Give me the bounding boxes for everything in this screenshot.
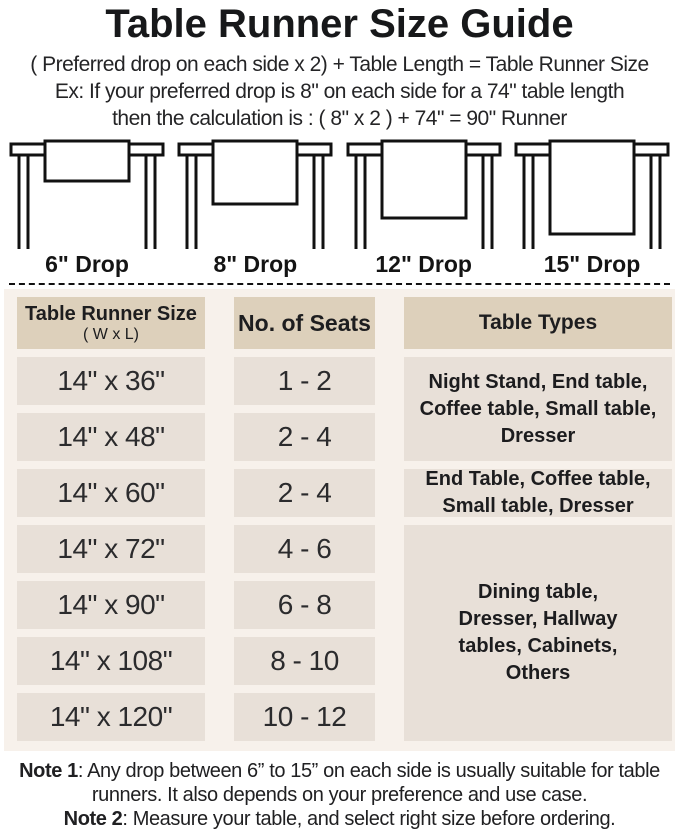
size-cell: 14" x 90" — [17, 581, 205, 629]
runner-rect — [550, 141, 634, 234]
seats-cell: 10 - 12 — [234, 693, 375, 741]
column-header-size: Table Runner Size ( W x L) — [17, 297, 205, 349]
example-line-1: Ex: If your preferred drop is 8" on each side for a 74" table length — [54, 80, 625, 103]
note-1 — [6, 759, 673, 807]
note-2-label: Note 2 — [63, 808, 123, 830]
column-header-seats: No. of Seats — [234, 297, 375, 349]
size-cell: 14" x 72" — [17, 525, 205, 573]
seats-cell: 4 - 6 — [234, 525, 375, 573]
page-title: Table Runner Size Guide — [105, 2, 574, 46]
formula-text: ( Preferred drop on each side x 2) + Table Length = Table Runner Size — [30, 53, 649, 76]
table-types-cell: End Table, Coffee table, Small table, Dresser — [404, 469, 672, 517]
illustration-15-drop — [514, 139, 670, 278]
table-types-cell: Night Stand, End table, Coffee table, Small table, Dresser — [404, 357, 672, 461]
note-2-text: : Measure your table, and select right size before ordering. — [122, 808, 616, 830]
table-with-runner-icon — [514, 139, 670, 249]
seats-cell: 1 - 2 — [234, 357, 375, 405]
illustration-6-drop — [9, 139, 165, 278]
table-with-runner-icon — [9, 139, 165, 249]
drop-label: 12" Drop — [375, 251, 472, 277]
note-2 — [6, 807, 673, 831]
notes — [0, 759, 679, 831]
note-1-label: Note 1 — [19, 760, 78, 782]
drop-illustrations — [0, 139, 679, 278]
column-header-types: Table Types — [404, 297, 672, 349]
size-cell: 14" x 60" — [17, 469, 205, 517]
size-cell: 14" x 108" — [17, 637, 205, 685]
runner-rect — [213, 141, 297, 204]
drop-label: 15" Drop — [543, 251, 641, 277]
size-guide-table — [4, 289, 675, 751]
illustration-12-drop — [346, 139, 502, 278]
size-cell: 14" x 120" — [17, 693, 205, 741]
runner-rect — [45, 141, 129, 181]
table-with-runner-icon — [177, 139, 333, 249]
table-with-runner-icon — [346, 139, 502, 249]
seats-cell: 2 - 4 — [234, 413, 375, 461]
illustration-8-drop — [177, 139, 333, 278]
drop-label: 8" Drop — [213, 251, 298, 277]
note-1-text: : Any drop between 6” to 15” on each side is usually suitable for table runners. It also depends on your preference and use case. — [77, 760, 660, 806]
runner-rect — [382, 141, 466, 218]
table-types-cell: Dining table, Dresser, Hallway tables, Cabinets, Others — [404, 525, 672, 741]
seats-cell: 8 - 10 — [234, 637, 375, 685]
seats-cell: 2 - 4 — [234, 469, 375, 517]
drop-label: 6" Drop — [45, 251, 129, 277]
dashed-divider — [9, 283, 670, 285]
seats-cell: 6 - 8 — [234, 581, 375, 629]
size-guide-grid — [17, 297, 672, 741]
example-line-2: then the calculation is : ( 8" x 2 ) + 74" = 90" Runner — [112, 107, 567, 130]
size-cell: 14" x 36" — [17, 357, 205, 405]
size-cell: 14" x 48" — [17, 413, 205, 461]
